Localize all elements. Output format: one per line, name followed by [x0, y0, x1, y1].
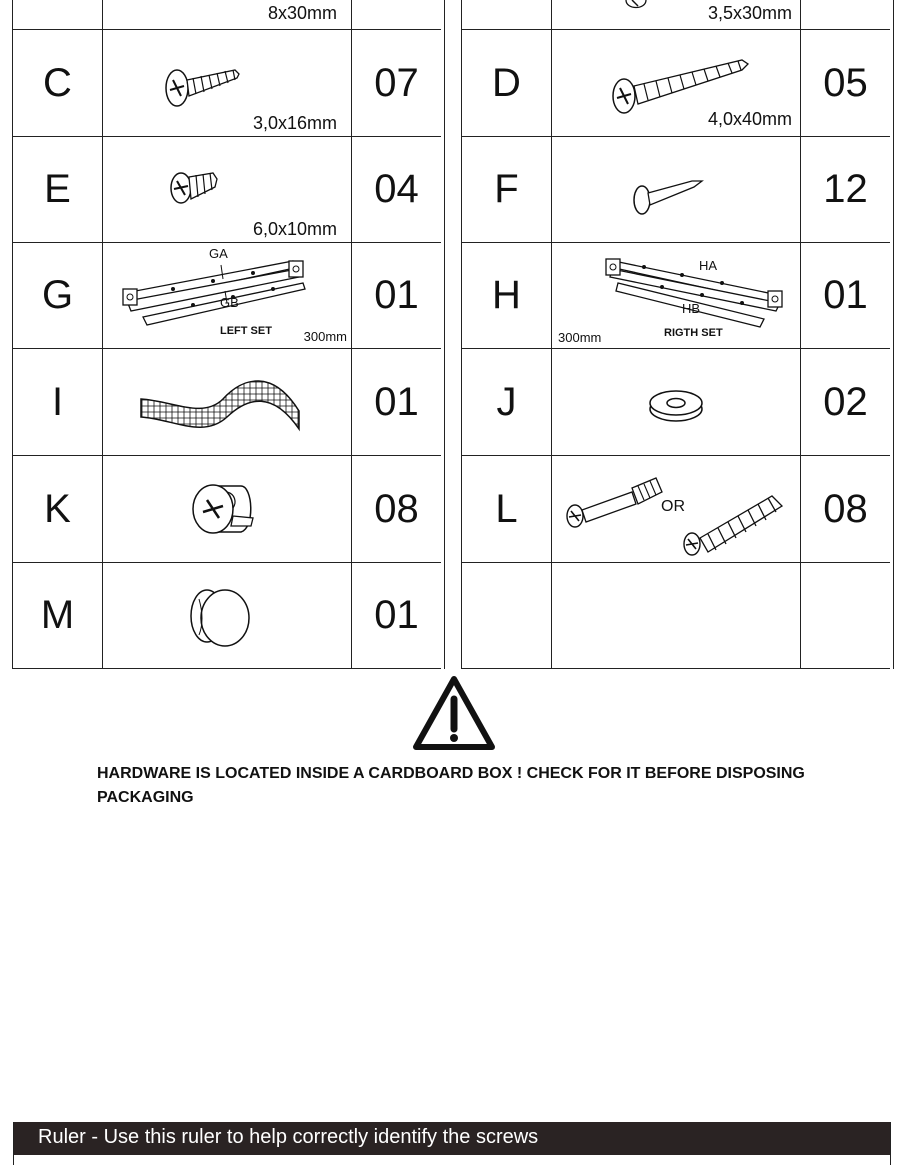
or-label: OR	[661, 498, 685, 515]
part-quantity: 04	[374, 167, 419, 211]
table-row	[462, 243, 890, 349]
part-letter: D	[462, 30, 552, 136]
part-label-b: HB	[682, 301, 701, 316]
part-quantity: 01	[374, 273, 419, 317]
anti-tip-strap-icon	[103, 349, 352, 456]
part-quantity: 01	[374, 593, 419, 637]
part-quantity: 08	[374, 486, 419, 531]
washer-icon	[552, 349, 801, 456]
part-letter: J	[462, 349, 552, 455]
part-letter: F	[462, 137, 552, 242]
hardware-table-left	[12, 0, 445, 669]
hardware-table-right	[461, 0, 894, 669]
table-row	[462, 456, 890, 563]
warning-text: HARDWARE IS LOCATED INSIDE A CARDBOARD BOX ! CHECK FOR IT BEFORE DISPOSING PACKAGING	[97, 765, 805, 806]
screw-size: 6,0x10mm	[252, 219, 337, 239]
part-letter	[462, 563, 552, 668]
table-row	[462, 30, 890, 137]
ruler-title: Ruler - Use this ruler to help correctly identify the screws	[14, 1122, 890, 1155]
nail-icon	[552, 137, 801, 243]
part-letter: C	[13, 30, 103, 136]
warning-triangle-icon	[412, 675, 496, 753]
part-quantity: 01	[374, 379, 419, 424]
screw-size: 4,0x40mm	[707, 109, 792, 129]
cam-lock-icon	[103, 456, 352, 563]
screw-size: 3,0x16mm	[252, 113, 337, 133]
table-row	[13, 563, 441, 669]
part-quantity: 05	[823, 60, 868, 105]
slide-length: 300mm	[303, 329, 347, 344]
table-row	[462, 0, 890, 30]
knob-icon	[103, 563, 352, 669]
table-row	[13, 349, 441, 456]
table-row	[13, 137, 441, 243]
part-letter: I	[13, 349, 103, 455]
set-label: RIGTH SET	[664, 327, 723, 339]
table-row	[13, 0, 441, 30]
part-label-a: HA	[699, 258, 718, 273]
set-label: LEFT SET	[220, 325, 272, 337]
part-letter: M	[13, 563, 103, 668]
part-label-a: GA	[209, 246, 228, 261]
part-quantity: 02	[823, 379, 868, 424]
table-row	[462, 137, 890, 243]
part-quantity: 12	[823, 167, 868, 211]
slide-length: 300mm	[558, 330, 602, 345]
part-quantity: 08	[823, 486, 868, 531]
table-row	[13, 243, 441, 349]
part-quantity: 01	[823, 273, 868, 317]
part-letter: G	[13, 243, 103, 348]
screw-size: 8x30mm	[267, 3, 337, 23]
part-quantity: 07	[374, 60, 419, 105]
part-letter: K	[13, 456, 103, 562]
part-letter: L	[462, 456, 552, 562]
screw-size: 3,5x30mm	[707, 3, 792, 23]
table-row	[462, 349, 890, 456]
part-quantity	[801, 563, 890, 668]
ruler-section	[13, 1122, 891, 1165]
table-row	[13, 30, 441, 137]
part-letter: E	[13, 137, 103, 242]
table-row	[13, 456, 441, 563]
table-row	[462, 563, 890, 669]
part-letter: H	[462, 243, 552, 348]
part-label-b: GB	[220, 295, 239, 310]
